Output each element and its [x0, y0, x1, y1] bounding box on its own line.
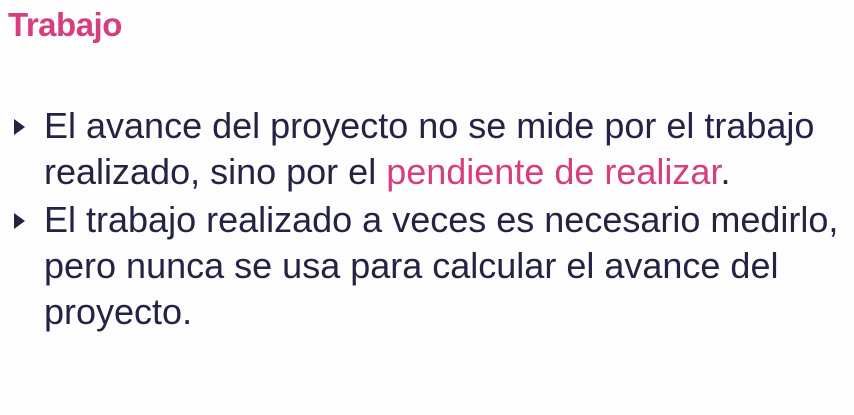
bullet-list — [14, 103, 844, 337]
bullet-1-highlight: pendiente de realizar — [386, 151, 721, 192]
slide-title: Trabajo — [8, 6, 122, 43]
triangle-bullet-icon — [14, 213, 25, 229]
bullet-1-text-before: El avance del proyecto no se mide por el trabajo realizado, sino por el — [44, 105, 815, 192]
bullet-item-2 — [14, 197, 844, 335]
triangle-bullet-icon — [14, 119, 25, 135]
bullet-2-text: El trabajo realizado a veces es necesario medirlo, pero nunca se usa para calcular el avance del proyecto. — [44, 199, 839, 332]
bullet-1-text-after: . — [720, 151, 731, 192]
bullet-item-1 — [14, 103, 844, 195]
